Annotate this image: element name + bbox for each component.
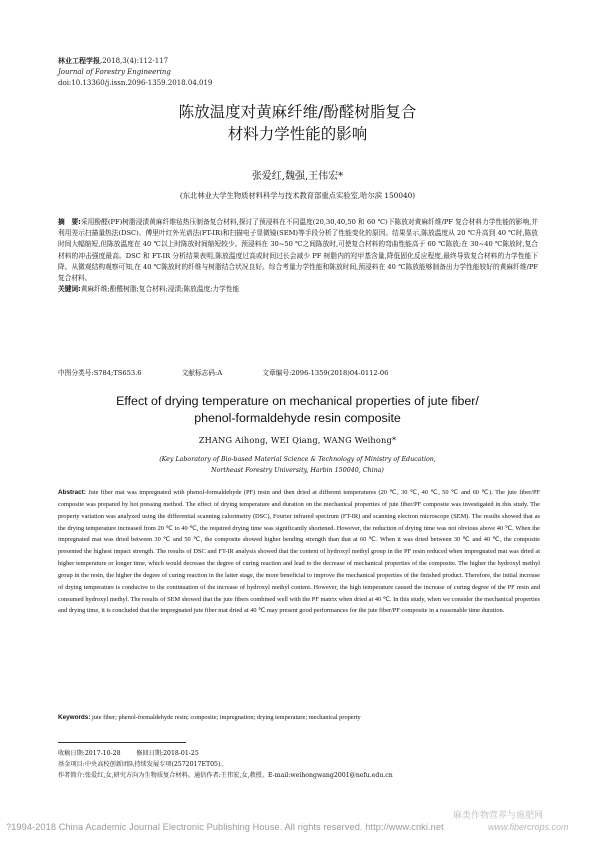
keywords-en-line — [58, 714, 540, 721]
copyright-line: ?1994-2018 China Academic Journal Electronic Publishing House. All rights reserved. http://www.cnki.net — [6, 822, 444, 832]
abstract-en-label: Abstract: — [58, 489, 86, 496]
classification-line — [58, 367, 538, 377]
keywords-en: jute fiber; phenol-formaldehyde resin; composite; impregnation; drying temperature; mechanical property — [92, 714, 361, 721]
watermark-url: www.fibercrops.com — [488, 822, 569, 832]
affiliation-en-line2: Northeast Forestry University, Harbin 150040, China) — [211, 467, 384, 474]
title-cn — [0, 101, 595, 145]
abstract-cn-text: 采用酚醛(PF)树脂浸渍黄麻纤维毡热压制备复合材料,探讨了预浸料在不同温度(20,30,40,50 和 60 ℃)下陈放对黄麻纤维/PF 复合材料力学性能的影响,并利用差示扫描量热法(DSC)、傅里叶红外光谱法(FT-IR)和扫描电子显微镜(SEM)等手段分析了性能变化的原因。结果显示,陈放温度从 20 ℃升高到 40 ℃时,陈放时间大幅缩短,但陈放温度在 40 ℃以上时陈放时间缩短较少。预浸料在 30~50 ℃之间陈放时,可使复合材料的弯曲性能高于 60 ℃陈放;在 30~40 ℃陈放时,复合材料的冲击强度最高。DSC 和 FT-IR 分析结果表明,陈放温度过高或时间过长会减少 PF 树脂内的羟甲基含量,降低固化反应程度,最终导致复合材料的力学性能下降。从微观结构观察可知,在 40 ℃陈放时的纤维与树脂结合状况良好。综合考量力学性能和陈放时间,预浸料在 40 ℃陈放能够制备出力学性能较好的黄麻纤维/PF 复合材料。 — [58, 218, 539, 283]
keywords-cn-label: 关键词: — [58, 285, 81, 294]
title-en-line2: phenol-formaldehyde resin composite — [194, 411, 401, 425]
title-en — [40, 393, 555, 427]
revised-date: 修回日期:2018-01-25 — [136, 750, 199, 757]
abstract-cn-label: 摘 要: — [58, 218, 81, 226]
clc-number: 中图分类号:S784;TS653.6 — [58, 369, 142, 377]
footnote-divider — [58, 742, 186, 743]
journal-citation: ,2018,3(4):112-117 — [100, 57, 169, 65]
authors-en: ZHANG Aihong, WEI Qiang, WANG Weihong* — [198, 435, 397, 445]
author-bio: 作者简介:张爱红,女,研究方向为生物质复合材料。通信作者:王伟宏,女,教授。E-mail:weihongwang2001@nefu.edu.cn — [58, 772, 393, 779]
affiliation-cn: (东北林业大学生物质材料科学与技术教育部重点实验室,哈尔滨 150040) — [179, 191, 416, 200]
footnotes — [58, 748, 538, 781]
journal-doi[interactable]: doi:10.13360/j.issn.2096-1359.2018.04.019 — [58, 79, 213, 87]
watermark-cn: 麻类作物营养与施肥网 — [453, 811, 544, 821]
affiliation-en-line1: (Key Laboratory of Bio-based Material Science & Technology of Ministry of Education, — [159, 456, 436, 463]
abstract-cn — [58, 217, 538, 295]
abstract-en-text: Jute fiber mat was impregnated with phenol-formaldehyde (PF) resin and then dried at different temperatures (20 ℃, 30 ℃, 40 ℃, 50 ℃ and 60 ℃). The jute fiber/PF composite was prepared by hot pressing method. The effect of drying temperature and duration on the mechanical properties of jute fiber/PF composite was investigated in this study. The property variation was analyzed using the differential scanning calorimetry (DSC), Fourier infrared spectrum (FT-IR) and scanning electron microscope (SEM). The results showed that as the drying temperature increased from 20 ℃ to 40 ℃, the required drying time was significantly shortened. However, the reduction of drying time was not obvious above 40 ℃. When the impregnated mat was dried between 30 ℃ and 50 ℃, the composite showed higher bending strength than that at 60 ℃. When it was dried between 30 ℃ and 40 ℃, the composite presented the highest impact strength. The results of DSC and FT-IR analysis showed that the content of hydroxyl methyl group in the PF resin reduced when impregnated mat was dried at higher temperature or longer time, which would decrease the degree of curing reaction and lead to the decrease of mechanical properties of the composite. The higher the hydroxyl methyl group in the resin, the higher the degree of curing reaction in the latter stage, the more beneficial to improve the mechanical properties of the finished product. Therefore, the initial increase of drying temperature is conducive to the continuation of the increase of hydroxyl methyl content. However, the high temperature caused the increase of curing degree of the PF resin and consumed hydroxyl methyl. The results of SEM showed that the jute fibers combined well with the PF matrix when dried at 40 ℃. In this study, when we consider the mechanical properties and drying time, it is concluded that the impregnated jute fiber mat dried at 40 ℃ may present good performances for the jute fiber/PF composite in a reasonable time duration. — [58, 489, 540, 615]
title-en-line1: Effect of drying temperature on mechanical properties of jute fiber/ — [116, 394, 479, 408]
journal-name-cn: 林业工程学报 — [58, 57, 100, 65]
received-date: 收稿日期:2017-10-28 — [58, 750, 121, 757]
authors-cn: 张爱红,魏强,王伟宏* — [251, 171, 344, 182]
title-cn-line2: 材料力学性能的影响 — [227, 125, 368, 143]
abstract-en — [58, 487, 540, 617]
title-cn-line1: 陈放温度对黄麻纤维/酚醛树脂复合 — [178, 103, 417, 121]
keywords-en-label: Keywords: — [58, 714, 91, 721]
keywords-cn: 黄麻纤维;酚醛树脂;复合材料;浸渍;陈放温度;力学性能 — [80, 285, 240, 294]
document-code: 文献标志码:A — [181, 369, 223, 377]
fund-info: 基金项目:中央高校创新团队持续发展专项(2572017ET05)。 — [58, 761, 227, 768]
affiliation-en — [0, 454, 595, 476]
article-number: 文章编号:2096-1359(2018)04-0112-06 — [262, 369, 389, 377]
journal-header — [58, 56, 212, 89]
journal-name-en: Journal of Forestry Engineering — [58, 68, 171, 76]
